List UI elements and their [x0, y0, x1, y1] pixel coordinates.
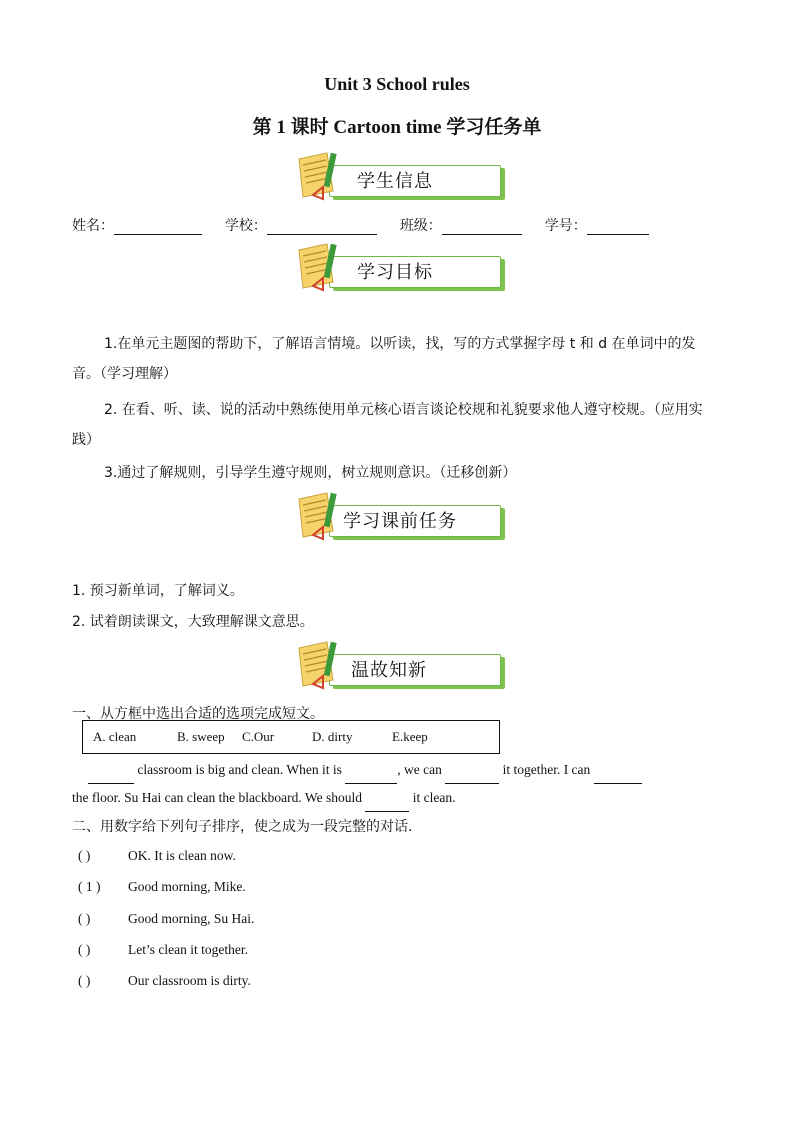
- blank-4[interactable]: [594, 771, 642, 784]
- passage-text-4: the floor. Su Hai can clean the blackboard. We should: [72, 790, 362, 805]
- option-e: E.keep: [392, 729, 428, 744]
- notepad-pencil-icon: [293, 640, 341, 690]
- section-label: 学生信息: [357, 171, 433, 192]
- passage-text-2: , we can: [397, 762, 442, 777]
- order-item: [78, 911, 254, 927]
- order-item: [78, 848, 236, 864]
- name-label: 姓名：: [72, 218, 114, 234]
- option-b: B. sweep: [177, 729, 225, 744]
- part2-instruction: 二、用数字给下列句子排序，使之成为一段完整的对话.: [72, 819, 413, 835]
- page-subtitle: 第 1 课时 Cartoon time 学习任务单: [252, 117, 542, 138]
- order-item: [78, 973, 251, 989]
- option-a: A. clean: [93, 729, 137, 744]
- notepad-pencil-icon: [293, 151, 341, 201]
- order-answer[interactable]: ( 1 ): [78, 879, 101, 894]
- order-item: [78, 942, 248, 958]
- order-item: [78, 879, 246, 895]
- section-banner-info: [293, 157, 508, 205]
- order-text: Our classroom is dirty.: [128, 973, 251, 988]
- order-answer[interactable]: ( ): [78, 942, 91, 957]
- number-label: 学号：: [544, 218, 587, 234]
- pretask-2: 2. 试着朗读课文，大致理解课文意思。: [72, 614, 314, 630]
- order-answer[interactable]: ( ): [78, 911, 91, 926]
- section-banner-review: [293, 646, 508, 694]
- name-field[interactable]: [114, 220, 202, 235]
- section-label: 学习课前任务: [343, 511, 457, 532]
- passage: [72, 756, 722, 812]
- school-field[interactable]: [267, 220, 377, 235]
- order-text: Let’s clean it together.: [128, 942, 248, 957]
- option-c: C.Our: [242, 729, 275, 744]
- part1-instruction: 一、从方框中选出合适的选项完成短文。: [72, 706, 324, 722]
- option-d: D. dirty: [312, 729, 353, 744]
- blank-3[interactable]: [445, 771, 499, 784]
- blank-1[interactable]: [88, 771, 134, 784]
- options-box: [82, 720, 500, 754]
- passage-text-3: it together. I can: [502, 762, 591, 777]
- passage-text-5: it clean.: [412, 790, 456, 805]
- page-title: Unit 3 School rules: [324, 74, 470, 94]
- blank-5[interactable]: [365, 799, 409, 812]
- passage-text-1: classroom is big and clean. When it is: [137, 762, 342, 777]
- goal-1: 1.在单元主题图的帮助下，了解语言情境。以听读，找，写的方式掌握字母 t 和 d 在单词中的发音。（学习理解）: [72, 336, 696, 382]
- number-field[interactable]: [587, 220, 649, 235]
- section-banner-pretask: [293, 497, 508, 545]
- student-info-row: [72, 215, 732, 235]
- school-label: 学校：: [224, 218, 267, 234]
- order-text: Good morning, Su Hai.: [128, 911, 255, 926]
- goal-3: 3.通过了解规则，引导学生遵守规则，树立规则意识。（迁移创新）: [104, 465, 517, 481]
- class-field[interactable]: [442, 220, 522, 235]
- section-label: 温故知新: [351, 660, 427, 681]
- pretask-1: 1. 预习新单词，了解词义。: [72, 583, 244, 599]
- class-label: 班级：: [399, 218, 442, 234]
- section-banner-goals: [293, 248, 508, 296]
- notepad-pencil-icon: [293, 242, 341, 292]
- notepad-pencil-icon: [293, 491, 341, 541]
- goal-2: 2. 在看、听、读、说的活动中熟练使用单元核心语言谈论校规和礼貌要求他人遵守校规。（应用实践）: [72, 402, 703, 448]
- order-text: Good morning, Mike.: [128, 879, 246, 894]
- order-answer[interactable]: ( ): [78, 848, 91, 863]
- blank-2[interactable]: [345, 771, 397, 784]
- order-text: OK. It is clean now.: [128, 848, 236, 863]
- section-label: 学习目标: [357, 262, 433, 283]
- order-answer[interactable]: ( ): [78, 973, 91, 988]
